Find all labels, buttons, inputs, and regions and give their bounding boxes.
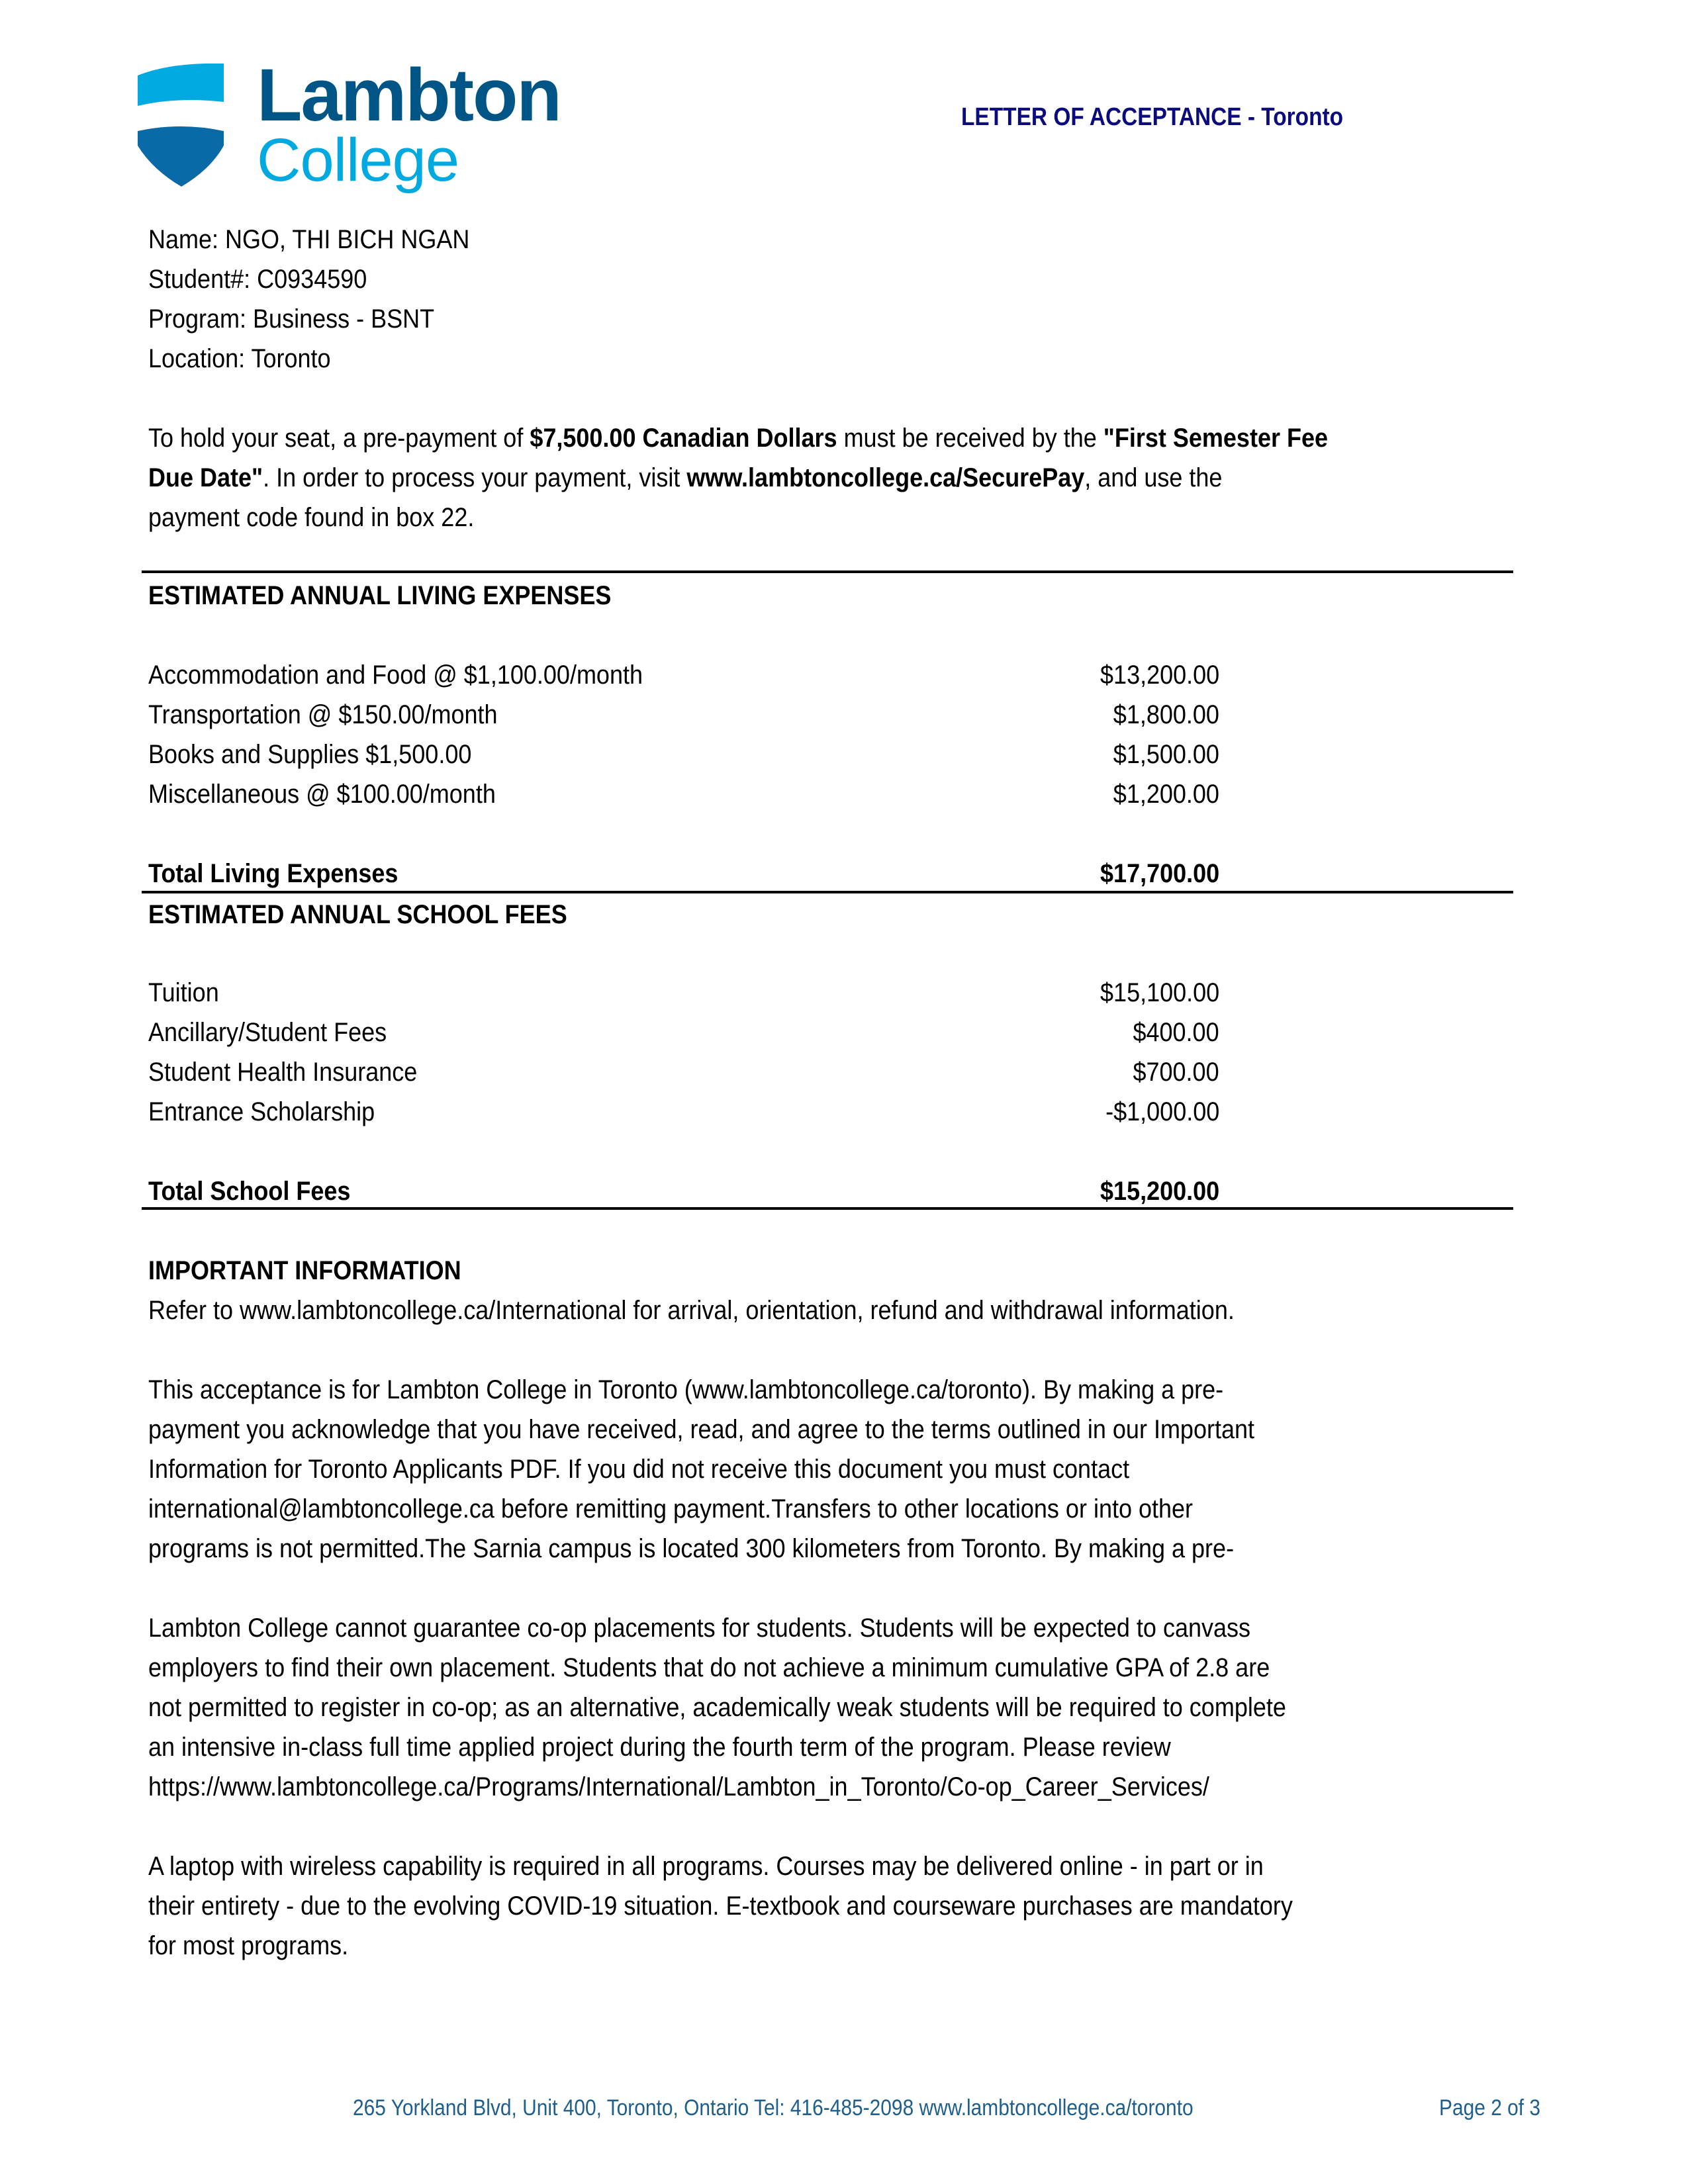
fee-amount: $15,100.00 [1100, 978, 1219, 1007]
important-information-heading: IMPORTANT INFORMATION [148, 1256, 461, 1285]
acceptance-paragraph-line: payment you acknowledge that you have received, read, and agree to the terms outlined in our Important [148, 1415, 1255, 1444]
fee-amount: $400.00 [1133, 1018, 1219, 1047]
laptop-paragraph-line: their entirety - due to the evolving COVID-19 situation. E-textbook and courseware purchases are mandatory [148, 1891, 1293, 1921]
payment-line-2 [148, 458, 1222, 498]
living-expenses-heading: ESTIMATED ANNUAL LIVING EXPENSES [148, 581, 612, 610]
total-living-expenses-amount: $17,700.00 [1100, 859, 1219, 888]
expense-label: Transportation @ $150.00/month [148, 700, 498, 729]
acceptance-paragraph-line: Information for Toronto Applicants PDF. If you did not receive this document you must contact [148, 1455, 1130, 1484]
coop-services-link[interactable]: https://www.lambtoncollege.ca/Programs/International/Lambton_in_Toronto/Co-op_Career_Services/ [148, 1772, 1209, 1801]
coop-paragraph-line: not permitted to register in co-op; as an alternative, academically weak students will be required to complete [148, 1693, 1286, 1722]
payment-line-1 [148, 418, 1328, 459]
expense-label: Miscellaneous @ $100.00/month [148, 780, 496, 809]
fee-label: Tuition [148, 978, 219, 1007]
total-school-fees-amount: $15,200.00 [1100, 1177, 1219, 1206]
fee-amount: $700.00 [1133, 1058, 1219, 1087]
student-number: Student#: C0934590 [148, 265, 367, 294]
expense-label: Books and Supplies $1,500.00 [148, 740, 472, 769]
expense-amount: $1,500.00 [1113, 740, 1219, 769]
fee-label: Ancillary/Student Fees [148, 1018, 387, 1047]
payment-text: , and use the [1084, 463, 1223, 492]
due-date-label: Due Date" [148, 463, 263, 492]
laptop-paragraph-line: A laptop with wireless capability is required in all programs. Courses may be delivered online - in part or in [148, 1852, 1264, 1881]
payment-line-3: payment code found in box 22. [148, 503, 475, 532]
acceptance-paragraph-line: programs is not permitted.The Sarnia campus is located 300 kilometers from Toronto. By making a pre- [148, 1534, 1235, 1563]
shield-icon [138, 64, 237, 189]
expense-amount: $1,800.00 [1113, 700, 1219, 729]
expense-amount: $1,200.00 [1113, 780, 1219, 809]
student-program: Program: Business - BSNT [148, 304, 435, 334]
coop-paragraph-line: employers to find their own placement. Students that do not achieve a minimum cumulative GPA of 2.8 are [148, 1653, 1270, 1682]
payment-text: must be received by the [837, 424, 1103, 453]
section-divider [142, 1207, 1513, 1210]
section-divider [142, 891, 1513, 893]
expense-amount: $13,200.00 [1100, 660, 1219, 690]
document-title: LETTER OF ACCEPTANCE - Toronto [961, 103, 1344, 131]
total-school-fees-label: Total School Fees [148, 1177, 351, 1206]
coop-paragraph-line: Lambton College cannot guarantee co-op placements for students. Students will be expected to canvass [148, 1614, 1251, 1643]
fee-label: Student Health Insurance [148, 1058, 418, 1087]
student-name: Name: NGO, THI BICH NGAN [148, 225, 470, 254]
refer-line: Refer to www.lambtoncollege.ca/International for arrival, orientation, refund and withdrawal information. [148, 1296, 1235, 1325]
fee-amount: -$1,000.00 [1105, 1097, 1219, 1126]
logo-wordmark-college: College [257, 126, 459, 194]
school-fees-heading: ESTIMATED ANNUAL SCHOOL FEES [148, 900, 567, 929]
due-date-label: "First Semester Fee [1103, 424, 1329, 453]
coop-paragraph-line: an intensive in-class full time applied project during the fourth term of the program. Please review [148, 1733, 1171, 1762]
lambton-college-logo [138, 54, 561, 196]
total-living-expenses-label: Total Living Expenses [148, 859, 399, 888]
laptop-paragraph-line: for most programs. [148, 1931, 349, 1960]
section-divider [142, 570, 1513, 573]
logo-wordmark-lambton: Lambton [257, 54, 561, 136]
student-location: Location: Toronto [148, 344, 331, 373]
acceptance-paragraph-line: This acceptance is for Lambton College in Toronto (www.lambtoncollege.ca/toronto). By making a pre- [148, 1375, 1224, 1404]
acceptance-paragraph-line: international@lambtoncollege.ca before remitting payment.Transfers to other locations or into other [148, 1494, 1194, 1524]
fee-label: Entrance Scholarship [148, 1097, 375, 1126]
payment-text: To hold your seat, a pre-payment of [148, 424, 530, 453]
page-number: Page 2 of 3 [1439, 2095, 1541, 2120]
prepayment-amount: $7,500.00 Canadian Dollars [530, 424, 837, 453]
footer-address: 265 Yorkland Blvd, Unit 400, Toronto, Ontario Tel: 416-485-2098 www.lambtoncollege.ca/toronto [353, 2095, 1194, 2120]
securepay-link[interactable]: www.lambtoncollege.ca/SecurePay [686, 463, 1085, 492]
expense-label: Accommodation and Food @ $1,100.00/month [148, 660, 643, 690]
payment-text: . In order to process your payment, visit [263, 463, 687, 492]
